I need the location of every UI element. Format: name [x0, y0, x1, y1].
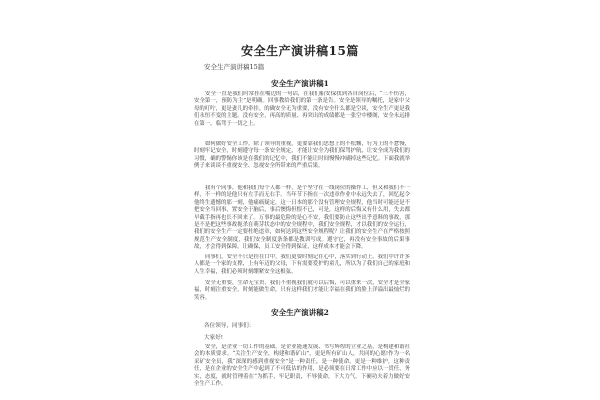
document-title: 安全生产演讲稿15篇 — [241, 44, 359, 58]
document-subtitle: 安全生产演讲稿15篇 — [204, 63, 265, 71]
paragraph: 安全一直是我们时常挂在嘴边的一句话，在我们船安保找到各自岗位后，“三不伤害，安全第一，预防为主”是明确。回事教给我们的第一条是告。安全是领导的嘱托，是家中父母的叮咛，更是妻儿的牵挂。的确安全无为重要，没有安全什么都是空谈，安全生产更是我们永恒不变的主题。没有安全，再高的质量、再突出的成绩都是一张空中楼阁，安全永远排在第一，临驾于一切之上。 — [194, 91, 410, 127]
paragraph: 同事们，安全不只是挂在口中，我们更要时刻记在心中，落实到行动上。我们中许许多人都是一个家的支撑，上有年迈的父母，下有需要爱护的童儿，所以为了我们自己的家庭和人生幸福，我们必须时刻绷紧安全这根弦。 — [194, 254, 410, 275]
paragraph: 安全，是企业一切工作的基础，是企业能速发展、书写辉煌的立业之基，是构建和谐社会的本质要求。“关注生产安全，构建和谐矿山”，更是所有矿山人，共同的心愿!作为一名采矿安全员，我“深深的感到重视安全”是一种责任，是一种使命。更是一种维护，这种责任，是在企业的安全生产中起到了不可低估的作用，是必须要在日常工作中应以一贯任，务实，态度，就时管理着在“为抓手，牢记职责，不辱使命，下大力气。下硬功夫着力做好安全生产工作。 — [194, 344, 410, 388]
section-heading: 安全生产演讲稿1 — [271, 79, 329, 88]
paragraph: 如何做好安全工作，除了领导的重视，更要靠我们思想上的不松懈，行为上的不怠慢，时刻牢记安全，时刻遵守每一条安全规定，才能让安全为我们保驾护航，让安全成为我们的习惯，确的警惕你该是在我们的记忆中，我们不能让时间慢慢冲刷掉这些记忆。下面我就举例子来谈谈不重视安全、忽视安全所带来的严重后果。 — [194, 141, 410, 170]
greeting: 各位领导，同事们： — [204, 323, 255, 329]
paragraph: 我有个同事，他和我们每个人都一样，是个坚守在一线岗位的操作工，但又和我们不一样，不一样的是他只有左手而无右手。当年节下指在一次违章作业中永远失去了，回忆起令他终生遗憾的那一刻，他痛痛疑定，这一日本的那个没有管理安全规程，他当时可能还是不把安全当回事，置安全于脑后，事后懊悔但恨不已，可是，这样的后悔又有什么用，失去都早截手指再也长不回来了。万事的最危险的是心不安，我们要防止这些出乎意料的事故，那是不是把这些事故扼杀在萌芽状态中的安全规程中，我们安全规程，才以我们的安全运行，我们的安全生产一定要杜绝违章，如何达到这些安全规程呢？让我们的安全生产在严格按照规范生产安全制度，我们安全制度条条都是教训写成。遵守它，再没有安全事故的后果事故，才会得到保障，让确保，员工安全得到保证，这样成本才能会下降。 — [194, 185, 410, 251]
section-heading: 安全生产演讲稿2 — [271, 308, 329, 317]
paragraph: 安全无重要，生命无宝贵，我们不重视我们就可以后悔，可以重来一次，安全才是全家福，时刻注重安全，时刻能做生命，只有这样我们才能让幸福在我们的脸上洋溢出最灿烂的笑容。 — [194, 280, 410, 301]
salutation: 大家好! — [204, 335, 224, 341]
